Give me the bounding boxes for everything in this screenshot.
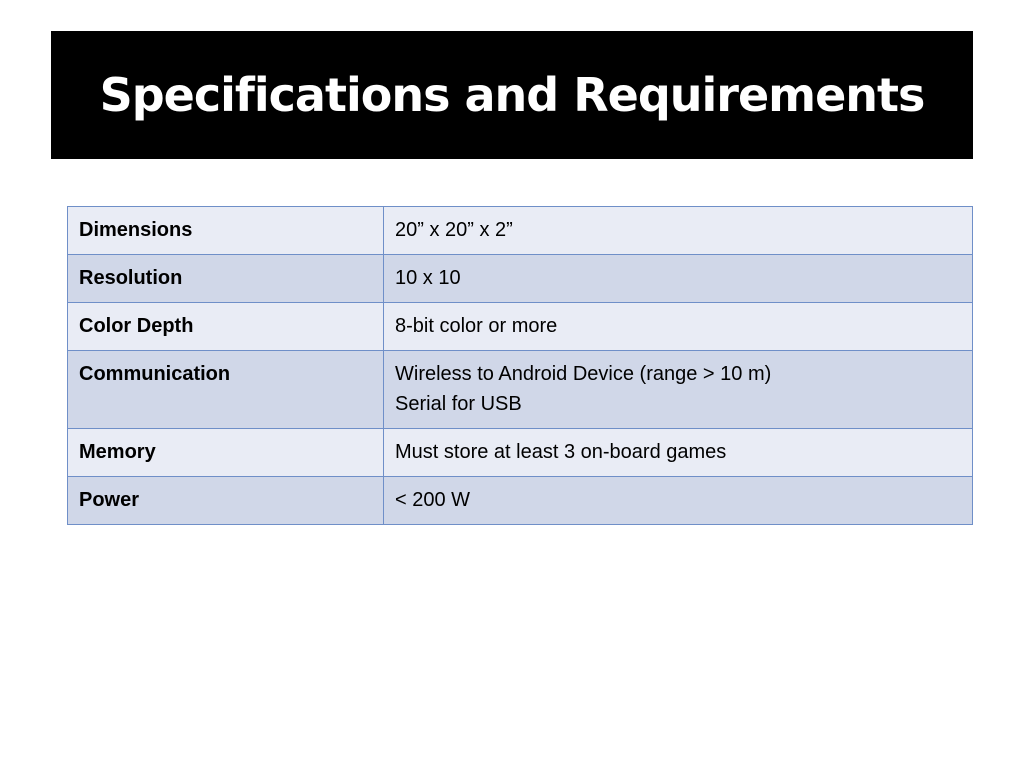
value-line: Must store at least 3 on-board games bbox=[395, 441, 727, 463]
row-value bbox=[384, 207, 973, 255]
specifications-table bbox=[67, 206, 973, 525]
table-row-memory bbox=[68, 429, 973, 477]
row-value bbox=[384, 429, 973, 477]
table-row-resolution bbox=[68, 255, 973, 303]
value-line: 8-bit color or more bbox=[395, 315, 558, 337]
value-line: 10 x 10 bbox=[395, 267, 461, 289]
row-value bbox=[384, 255, 973, 303]
value-line: Wireless to Android Device (range > 10 m) bbox=[395, 363, 772, 385]
row-value bbox=[384, 303, 973, 351]
slide-title: Specifications and Requirements bbox=[99, 68, 925, 122]
table-row-dimensions bbox=[68, 207, 973, 255]
row-label: Color Depth bbox=[68, 303, 384, 351]
row-label: Resolution bbox=[68, 255, 384, 303]
row-value bbox=[384, 477, 973, 525]
row-label: Memory bbox=[68, 429, 384, 477]
row-value bbox=[384, 351, 973, 429]
value-line: 20” x 20” x 2” bbox=[395, 219, 513, 241]
slide-title-bar bbox=[51, 31, 973, 159]
table-row-power bbox=[68, 477, 973, 525]
row-label: Power bbox=[68, 477, 384, 525]
table-row-color-depth bbox=[68, 303, 973, 351]
row-label: Communication bbox=[68, 351, 384, 429]
row-label: Dimensions bbox=[68, 207, 384, 255]
table-row-communication bbox=[68, 351, 973, 429]
value-line: Serial for USB bbox=[395, 393, 522, 415]
value-line: < 200 W bbox=[395, 489, 471, 511]
